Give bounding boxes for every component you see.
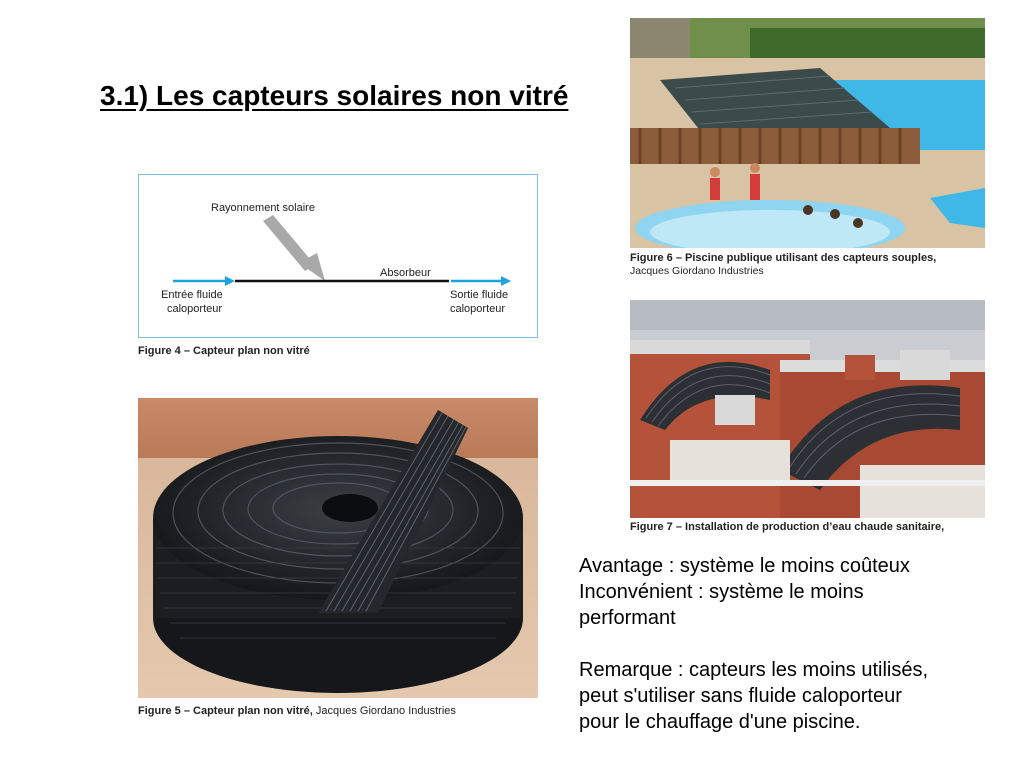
figure-6-photo bbox=[630, 18, 985, 248]
label-entree-fluide: Entrée fluide bbox=[161, 289, 223, 301]
figure-7-caption: Figure 7 – Installation de production d’eau chaude sanitaire, bbox=[630, 521, 945, 533]
figure-4-diagram bbox=[138, 174, 538, 338]
figure-5-source: Jacques Giordano Industries bbox=[312, 705, 456, 717]
figure-5-caption: Figure 5 – Capteur plan non vitré, Jacques Giordano Industries bbox=[138, 705, 456, 717]
label-entree-caloporteur: caloporteur bbox=[167, 303, 223, 315]
label-sortie-fluide: Sortie fluide bbox=[450, 289, 509, 301]
fluid-outlet-arrow bbox=[451, 276, 511, 286]
remarque-text-line2: peut s'utiliser sans fluide caloporteur bbox=[579, 685, 902, 707]
label-rayonnement-solaire: Rayonnement solaire bbox=[211, 202, 315, 214]
figure-7-photo bbox=[630, 300, 985, 518]
inconvenient-text-line1: Inconvénient : système le moins bbox=[579, 581, 864, 603]
label-sortie-caloporteur: caloporteur bbox=[450, 303, 506, 315]
inconvenient-text-line2: performant bbox=[579, 607, 676, 629]
slide-title: 3.1) Les capteurs solaires non vitré bbox=[100, 80, 569, 111]
figure-6-caption: Figure 6 – Piscine publique utilisant des capteurs souples, bbox=[630, 252, 937, 264]
avantage-text: Avantage : système le moins coûteux bbox=[579, 555, 910, 577]
solar-radiation-arrow bbox=[263, 215, 325, 281]
remarque-text-line1: Remarque : capteurs les moins utilisés, bbox=[579, 659, 929, 681]
figure-5-photo bbox=[138, 398, 538, 698]
fluid-inlet-arrow bbox=[173, 276, 235, 286]
remarque-text-line3: pour le chauffage d'une piscine. bbox=[579, 711, 861, 733]
label-absorbeur: Absorbeur bbox=[380, 267, 431, 279]
figure-4-caption: Figure 4 – Capteur plan non vitré bbox=[138, 345, 310, 357]
figure-6-source: Jacques Giordano Industries bbox=[630, 265, 764, 277]
